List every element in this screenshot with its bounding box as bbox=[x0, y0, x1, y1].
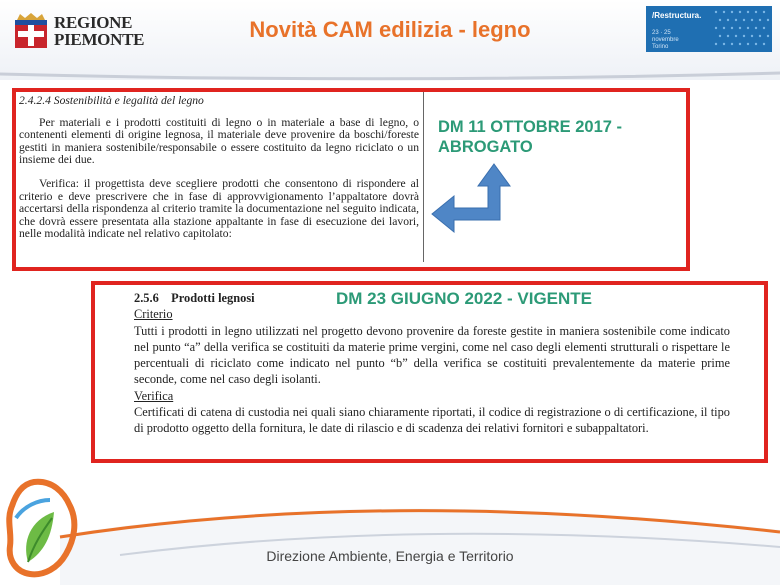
region-leaf-logo-icon bbox=[4, 478, 82, 580]
dm-2017-status-label: DM 11 OTTOBRE 2017 - ABROGATO bbox=[438, 118, 623, 156]
header-divider bbox=[0, 70, 780, 84]
dot-pattern-icon bbox=[710, 6, 772, 52]
excerpt-2022-heading: Prodotti legnosi bbox=[171, 291, 255, 305]
verifica-text: Certificati di catena di custodia nei quali siano chiaramente riportati, il codice di registrazione o di certificazione, il tipo di prodotto oggetto della fornitura, le date di rilascio e di scadenza dei relativi fornitori e subappaltatori. bbox=[134, 405, 730, 436]
excerpt-2017-paragraph-2: Verifica: il progettista deve scegliere prodotti che consentono di rispondere al criterio e deve prescrivere che in fase di approvvigionamento l’appaltatore dovrà accertarsi della rispondenza al criterio tramite la documentazione nel seguito indicata, che dovrà essere presentata alla stazione appaltante in fase di esecuzione dei lavori, nelle modalità indicate nel relativo capitolato: bbox=[19, 176, 419, 241]
footer-department: Direzione Ambiente, Energia e Territorio bbox=[266, 548, 514, 564]
criterio-text: Tutti i prodotti in legno utilizzati nel progetto devono provenire da foreste gestite in maniera sostenibile come indicato nel punto “a” della verifica se costituiti da materie prime vergini, come nel caso degli elementi strutturali o rispettare le percentuali di riciclato come indicato nel punto “b” della verifica se costituiti prevalentemente da materie prime seconde, come nel caso degli isolanti. bbox=[134, 323, 730, 387]
event-month: novembre bbox=[652, 37, 679, 43]
column-divider bbox=[423, 92, 424, 262]
logo-line1: REGIONE bbox=[54, 13, 133, 32]
event-name: /Restructura. bbox=[652, 11, 702, 20]
excerpt-2022-number: 2.5.6 bbox=[134, 291, 159, 305]
event-city: Torino bbox=[652, 44, 669, 50]
excerpt-2017-paragraph-1: Per materiali e i prodotti costituiti di legno o in materiale a base di legno, o contenenti elementi di origine legnosa, il materiale deve provenire da boschi/foreste gestiti in maniera sostenibile/responsabile o essere costituito da legno riciclato o un insieme dei due. bbox=[19, 115, 419, 167]
verifica-label: Verifica bbox=[134, 388, 174, 403]
bent-double-arrow-icon bbox=[428, 162, 512, 242]
restructura-event-badge bbox=[646, 6, 772, 52]
event-date: 23 · 25 bbox=[652, 30, 671, 36]
excerpt-2017-heading: 2.4.2.4 Sostenibilità e legalità del legno bbox=[19, 94, 204, 107]
slide-title: Novità CAM edilizia - legno bbox=[249, 17, 531, 42]
excerpt-2017-text bbox=[19, 95, 419, 241]
footer-swoosh bbox=[0, 495, 780, 585]
excerpt-2022-text bbox=[134, 290, 730, 437]
logo-line2: PIEMONTE bbox=[54, 30, 145, 49]
criterio-label: Criterio bbox=[134, 307, 173, 322]
dm-2022-status-label: DM 23 GIUGNO 2022 - VIGENTE bbox=[336, 289, 593, 308]
